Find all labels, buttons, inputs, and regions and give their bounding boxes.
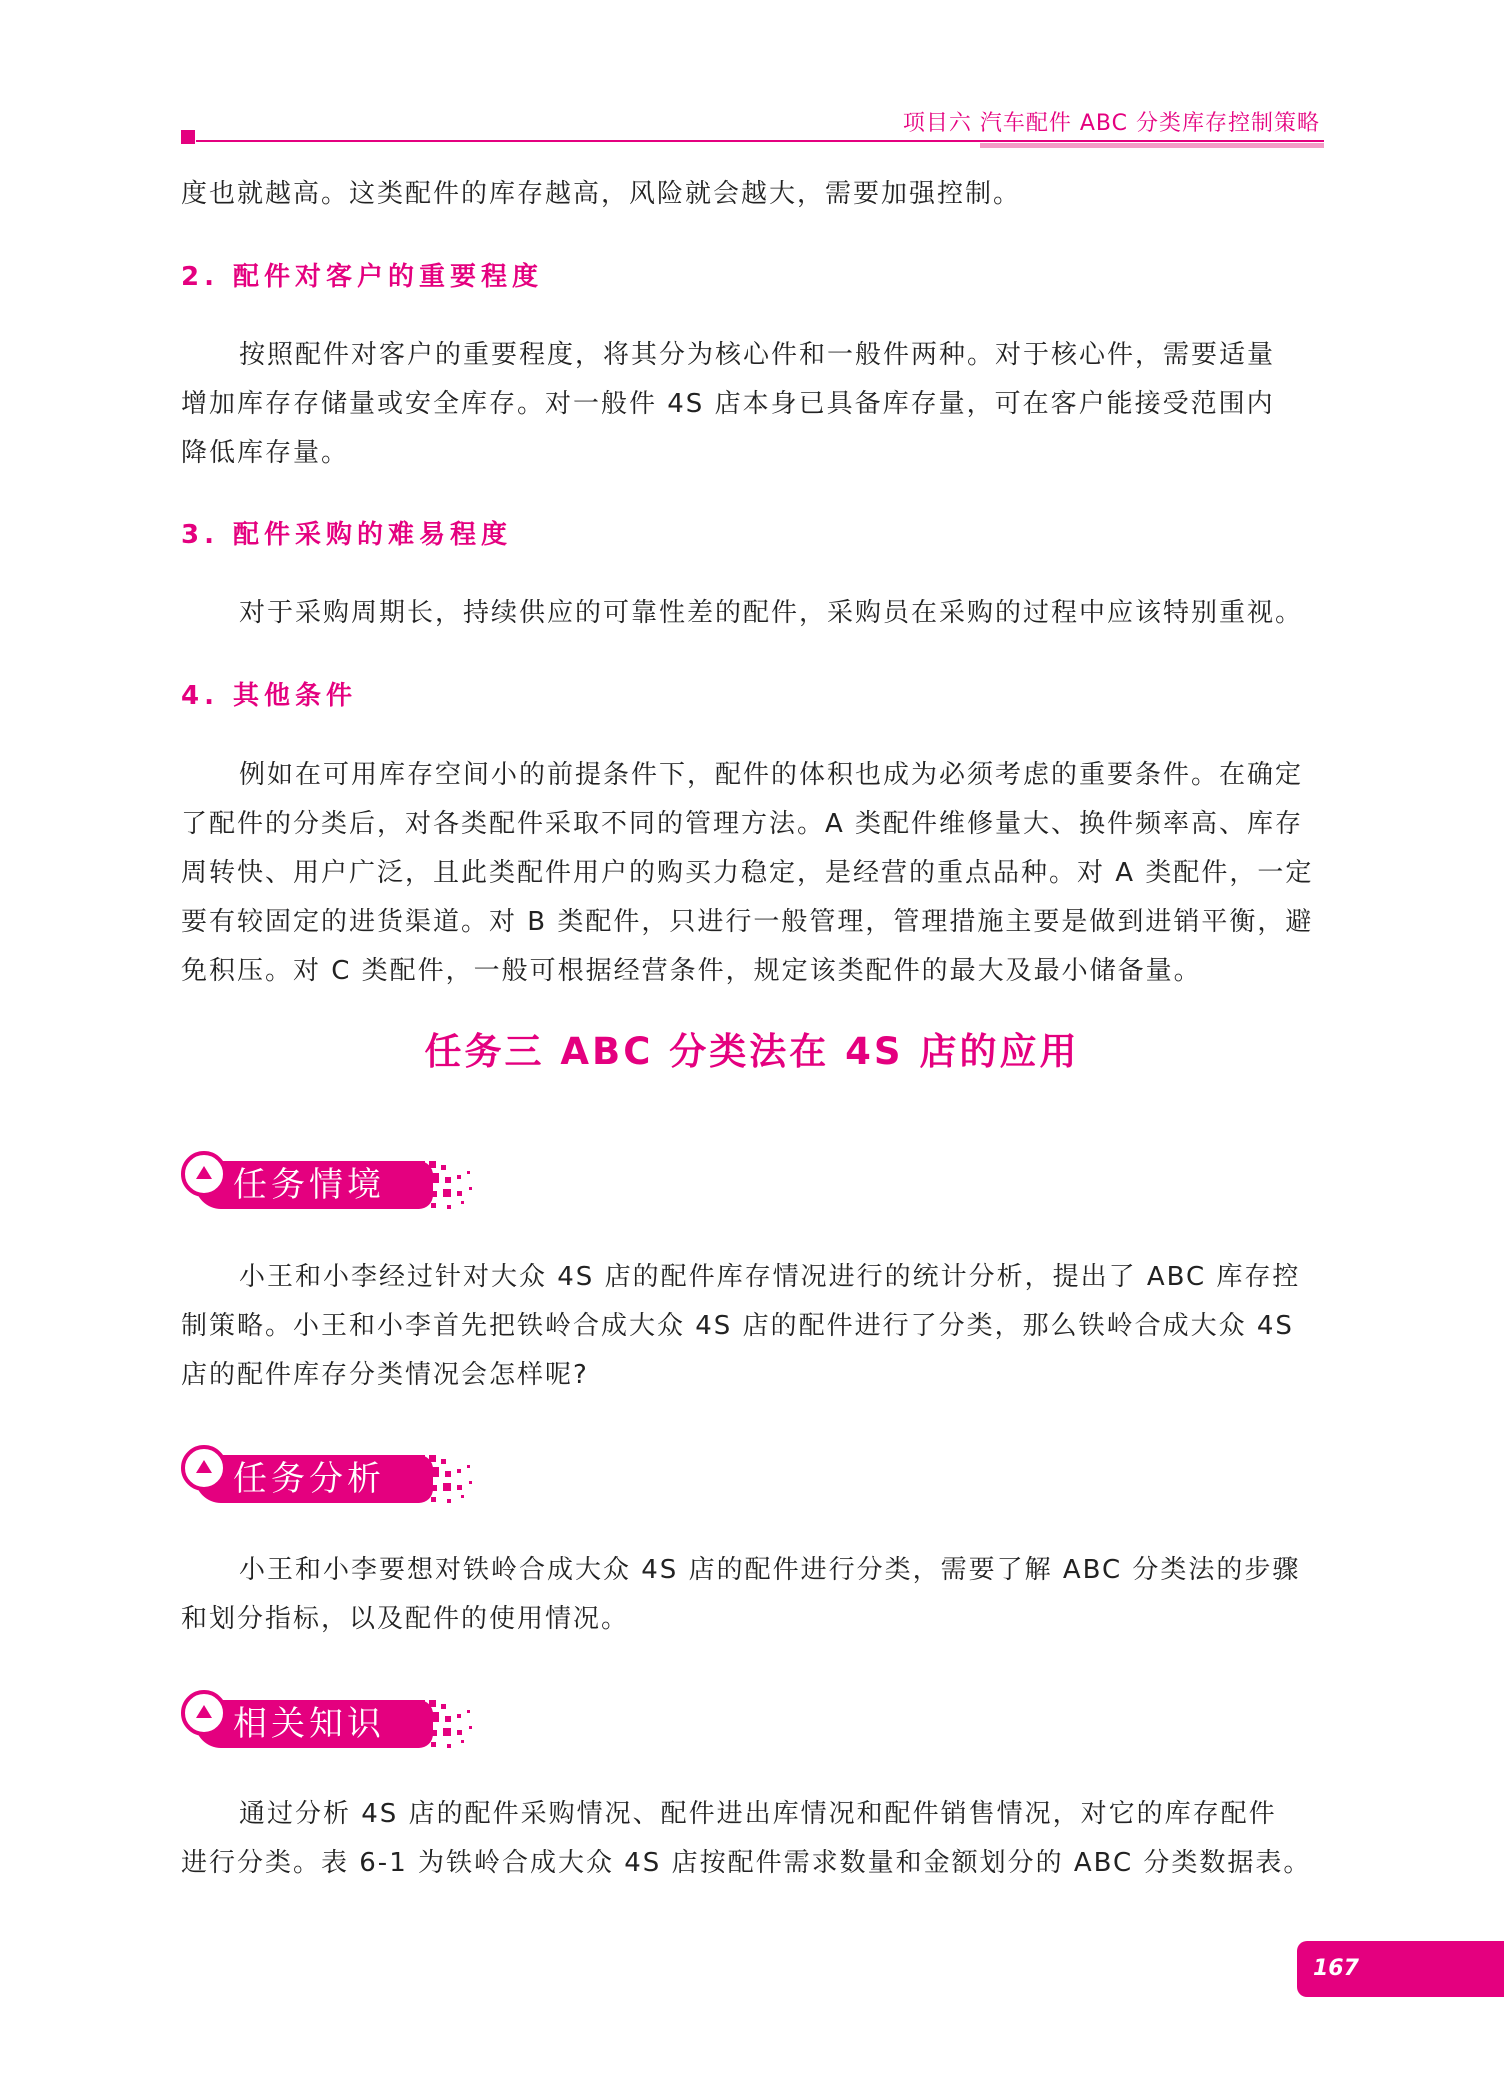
badge-label: 任务分析	[233, 1459, 385, 1499]
paragraph-line: 了配件的分类后，对各类配件采取不同的管理方法。A 类配件维修量大、换件频率高、库存	[181, 809, 1304, 839]
paragraph-task-analysis	[181, 1546, 1323, 1644]
paragraph-customer-importance	[181, 331, 1323, 478]
paragraph-line: 增加库存存储量或安全库存。对一般件 4S 店本身已具备库存量，可在客户能接受范围内	[181, 389, 1275, 419]
header-square-marker	[181, 130, 195, 144]
paragraph-line: 小王和小李经过针对大众 4S 店的配件库存情况进行的统计分析，提出了 ABC 库存控	[239, 1262, 1301, 1292]
paragraph-line: 通过分析 4S 店的配件采购情况、配件进出库情况和配件销售情况，对它的库存配件	[239, 1799, 1277, 1829]
paragraph-line: 周转快、用户广泛，且此类配件用户的购买力稳定，是经营的重点品种。对 A 类配件，一定	[181, 858, 1314, 888]
paragraph-line: 免积压。对 C 类配件，一般可根据经营条件，规定该类配件的最大及最小储备量。	[181, 956, 1202, 986]
badge-task-analysis	[181, 1445, 501, 1509]
paragraph-line: 例如在可用库存空间小的前提条件下，配件的体积也成为必须考虑的重要条件。在确定	[239, 760, 1304, 790]
paragraph-continuation	[181, 170, 1323, 219]
paragraph-other-conditions	[181, 751, 1323, 996]
section-heading-3: 3. 配件采购的难易程度	[181, 520, 513, 550]
page-number: 167	[1313, 1956, 1359, 1981]
paragraph-line: 和划分指标，以及配件的使用情况。	[181, 1604, 630, 1634]
paragraph-line: 制策略。小王和小李首先把铁岭合成大众 4S 店的配件进行了分类，那么铁岭合成大众 4S	[181, 1311, 1294, 1341]
paragraph-line: 要有较固定的进货渠道。对 B 类配件，只进行一般管理，管理措施主要是做到进销平衡，避	[181, 907, 1314, 937]
task-title: 任务三 ABC 分类法在 4S 店的应用	[424, 1030, 1080, 1073]
running-header-title: 项目六 汽车配件 ABC 分类库存控制策略	[902, 111, 1320, 136]
badge-circle	[181, 1151, 227, 1197]
header-accent-bar	[980, 143, 1324, 148]
decorative-dots-icon	[411, 1151, 491, 1215]
badge-label: 任务情境	[233, 1165, 385, 1205]
paragraph-line: 进行分类。表 6-1 为铁岭合成大众 4S 店按配件需求数量和金额划分的 ABC 分类数据表。	[181, 1848, 1312, 1878]
paragraph-task-situation	[181, 1253, 1323, 1400]
decorative-dots-icon	[411, 1445, 491, 1509]
paragraph-line: 按照配件对客户的重要程度，将其分为核心件和一般件两种。对于核心件，需要适量	[239, 340, 1276, 370]
section-heading-2: 2. 配件对客户的重要程度	[181, 262, 544, 292]
page-number-tab	[1297, 1941, 1504, 1997]
badge-task-situation	[181, 1151, 501, 1215]
paragraph-related-knowledge	[181, 1790, 1323, 1888]
decorative-dots-icon	[411, 1690, 491, 1754]
badge-label: 相关知识	[233, 1704, 385, 1744]
paragraph-line: 降低库存量。	[181, 438, 350, 468]
paragraph-line: 小王和小李要想对铁岭合成大众 4S 店的配件进行分类，需要了解 ABC 分类法的步骤	[239, 1555, 1301, 1585]
paragraph-line: 对于采购周期长，持续供应的可靠性差的配件，采购员在采购的过程中应该特别重视。	[239, 598, 1304, 628]
header-rule	[196, 140, 1324, 142]
triangle-icon	[194, 1163, 214, 1183]
badge-circle	[181, 1690, 227, 1736]
section-heading-4: 4. 其他条件	[181, 681, 358, 711]
paragraph-line: 度也就越高。这类配件的库存越高，风险就会越大，需要加强控制。	[181, 179, 1022, 209]
paragraph-line: 店的配件库存分类情况会怎样呢?	[181, 1360, 589, 1390]
triangle-icon	[194, 1702, 214, 1722]
triangle-icon	[194, 1457, 214, 1477]
badge-related-knowledge	[181, 1690, 501, 1754]
badge-circle	[181, 1445, 227, 1491]
paragraph-procurement	[181, 589, 1323, 638]
